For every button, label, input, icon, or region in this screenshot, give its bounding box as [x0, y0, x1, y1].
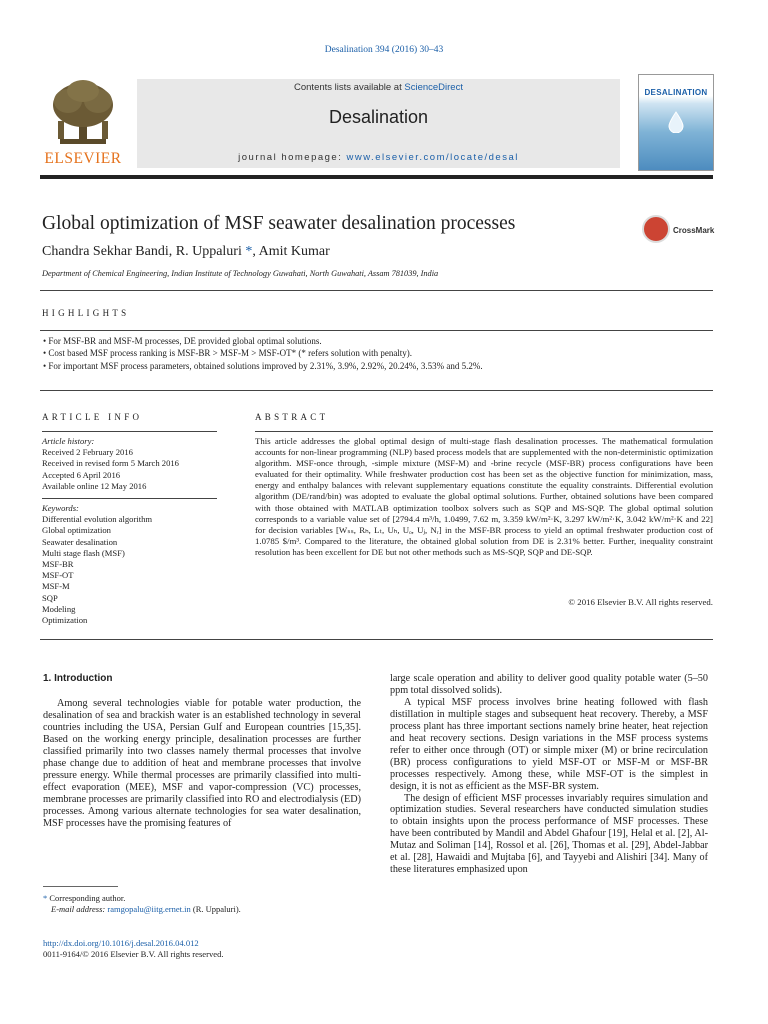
article-info-heading: ARTICLE INFO	[42, 412, 143, 422]
abstract-copyright: © 2016 Elsevier B.V. All rights reserved.	[568, 597, 713, 607]
keyword-item: Modeling	[42, 603, 76, 614]
email-suffix: (R. Uppaluri).	[190, 904, 241, 915]
keyword-item: MSF-OT	[42, 570, 74, 581]
crossmark-icon[interactable]	[642, 215, 670, 243]
body-paragraph: The design of efficient MSF processes invariably requires simulation and optimization studies. Several researchers have conducted simulation studies to obtain insights upon the process performance of MSF processes. These have been contributed by Mandil and Abdel Ghafour [19], Helal et al. [2], Al-Mutaz and Soliman [14], Rossol et al. [26], Thomas et al. [29], Abdel-Jabbar et al. [28], Hawaidi and Mujtaba [6], and Tayyebi and Alishiri [34]. Many of these literatures emphasized upon	[390, 792, 708, 876]
highlights-list	[43, 335, 713, 372]
highlights-heading: HIGHLIGHTS	[42, 308, 130, 318]
article-title: Global optimization of MSF seawater desalination processes	[42, 213, 516, 234]
highlight-item: • For MSF-BR and MSF-M processes, DE provided global optimal solutions.	[43, 336, 322, 346]
water-drop-icon	[668, 111, 684, 133]
header-rule	[40, 175, 713, 179]
body-paragraph: large scale operation and ability to deliver good quality potable water (5–50 ppm total dissolved solids).	[390, 673, 708, 696]
footnote-label: Corresponding author.	[49, 893, 126, 903]
doi-link[interactable]: http://dx.doi.org/10.1016/j.desal.2016.04.012	[43, 938, 199, 948]
keyword-item: MSF-M	[42, 581, 70, 592]
crossmark-label[interactable]: CrossMark	[673, 226, 715, 235]
footnote-rule	[43, 886, 118, 887]
sciencedirect-link[interactable]: ScienceDirect	[404, 82, 463, 93]
body-paragraph: Among several technologies viable for potable water production, the desalination of sea and brackish water is an established technology in several countries including the USA, Persian Gulf and European countries [15,35]. Based on the working energy principle, desalination processes are further classified primarily into two classes namely thermal processes that involve phase change due to addition of heat and membrane processes that involve pressure energy. While thermal processes are primarily classified into multi-effect evaporation (MEE), MSF and vapor-compression (VC) processes, membrane processes are primarily classified into RO and electrodialysis (ED) processes. Among various alternate technologies for sea water desalination, MSF processes have the promising features of	[43, 698, 361, 829]
elsevier-wordmark: ELSEVIER	[44, 150, 122, 167]
journal-citation-link[interactable]: Desalination 394 (2016) 30–43	[324, 45, 444, 55]
journal-cover-thumbnail[interactable]	[638, 74, 714, 171]
body-column-right	[390, 673, 708, 876]
article-info-rule	[42, 431, 217, 432]
highlight-item: • Cost based MSF process ranking is MSF-BR > MSF-M > MSF-OT* (* refers solution with penalty).	[43, 348, 413, 359]
homepage-label: journal homepage:	[238, 152, 347, 163]
corresponding-author-mark[interactable]: *	[241, 244, 253, 259]
body-paragraph: A typical MSF process involves brine heating followed with flash distillation in multiple stages and subsequent heat recovery. Thereby, a MSF process plant has three important sections namely brine heater, heat rejection and heat recovery sections. Design variations in the MSF process systems refer to either once through (OT) or simple mixer (M) or brine recirculation (BR) process configurations to yield MSF-OT or MSF-M or MSF-BR processes respectively. Among these, while MSF-OT is the simplest in design, it is not as efficient as the MSF-BR system.	[390, 696, 708, 792]
highlight-item: • For important MSF process parameters, obtained solutions improved by 2.31%, 3.9%, 2.92%, 20.24%, 3.53% and 5.2%.	[43, 360, 483, 371]
issn-line: 0011-9164/© 2016 Elsevier B.V. All rights reserved.	[43, 949, 224, 960]
authors-last: , Amit Kumar	[252, 244, 330, 259]
highlights-top-rule	[40, 290, 713, 291]
footnote-mark[interactable]: *	[43, 893, 48, 903]
keywords	[42, 503, 217, 626]
abstract-bottom-rule	[40, 639, 713, 640]
highlights-bottom-rule	[40, 390, 713, 391]
keywords-label: Keywords:	[42, 503, 79, 513]
keywords-rule	[42, 498, 217, 499]
history-item: Received 2 February 2016	[42, 447, 133, 458]
section-heading: 1. Introduction	[43, 673, 113, 684]
page-footer	[43, 938, 363, 961]
abstract-rule	[255, 431, 713, 432]
keyword-item: Optimization	[42, 615, 88, 626]
email-label: E-mail address:	[51, 904, 108, 915]
authors-first: Chandra Sekhar Bandi, R. Uppaluri	[42, 244, 242, 259]
keyword-item: MSF-BR	[42, 559, 74, 570]
keyword-item: Multi stage flash (MSF)	[42, 547, 125, 558]
homepage-link[interactable]: www.elsevier.com/locate/desal	[346, 152, 519, 163]
affiliation: Department of Chemical Engineering, Indian Institute of Technology Guwahati, North Guwahati, Assam 781039, India	[42, 269, 439, 278]
cover-title: DESALINATION	[644, 88, 708, 97]
contents-availability	[137, 82, 620, 93]
highlights-rule	[40, 330, 713, 331]
author-list	[42, 244, 330, 260]
article-history	[42, 436, 217, 492]
keyword-item: Seawater desalination	[42, 536, 118, 547]
history-label: Article history:	[42, 436, 95, 446]
abstract-heading: ABSTRACT	[255, 412, 329, 422]
corresponding-footnote	[43, 893, 363, 915]
journal-homepage	[137, 152, 620, 163]
email-link[interactable]: ramgopalu@iitg.ernet.in	[107, 904, 191, 915]
history-item: Available online 12 May 2016	[42, 480, 147, 491]
keyword-item: SQP	[42, 592, 58, 603]
contents-prefix: Contents lists available at	[294, 82, 405, 93]
history-item: Accepted 6 April 2016	[42, 469, 121, 480]
body-column-left	[43, 698, 361, 829]
journal-header-band	[137, 79, 620, 168]
keyword-item: Global optimization	[42, 525, 111, 536]
journal-name: Desalination	[328, 107, 429, 127]
abstract-text: This article addresses the global optimal design of multi-stage flash desalination processes. The mathematical formulation accounts for non-linear programming (NLP) based process models that are supplemented with the non-deterministic optimization algorithm. MSF-once through, -simple mixture (MSF-M) and -brine recycle (MSF-BR) process configurations have been evaluated for their optimality. While freshwater production cost has been set as the objective function for minimization, mass, energy and enthalpy balances with relevant supplementary equations constitute the equality constraints. Differential evolution algorithm (DE/rand/bin) was adopted to evaluate the global optimal solutions. Further, obtained solutions have been compared with those obtained with MATLAB optimization toolbox solvers such as SQP and MS-SQP. The global optimal solution corresponds to a variable value set of [2794.4 m³/h, 1.0499, 7.62 m, 3.359 kW/m²·K, 3.297 kW/m²·K, 3.042 kW/m²·K and 22] for decision variables [Wₛₛ, Rₕ, Lₜ, Uₕ, Uₒ, Uⱼ, Nᵣ] in the MSF-BR process to yield an optimal freshwater production cost of 1.0785 $/m³. Compared to the literature, the obtained global solution from DE is 2.31% better. Further, inequality constraint resolution has been excellent for DE but not other methods such as MS-SQP, SQP and DE-SQP.	[255, 436, 713, 557]
history-item: Received in revised form 5 March 2016	[42, 458, 179, 469]
keyword-item: Differential evolution algorithm	[42, 514, 153, 525]
